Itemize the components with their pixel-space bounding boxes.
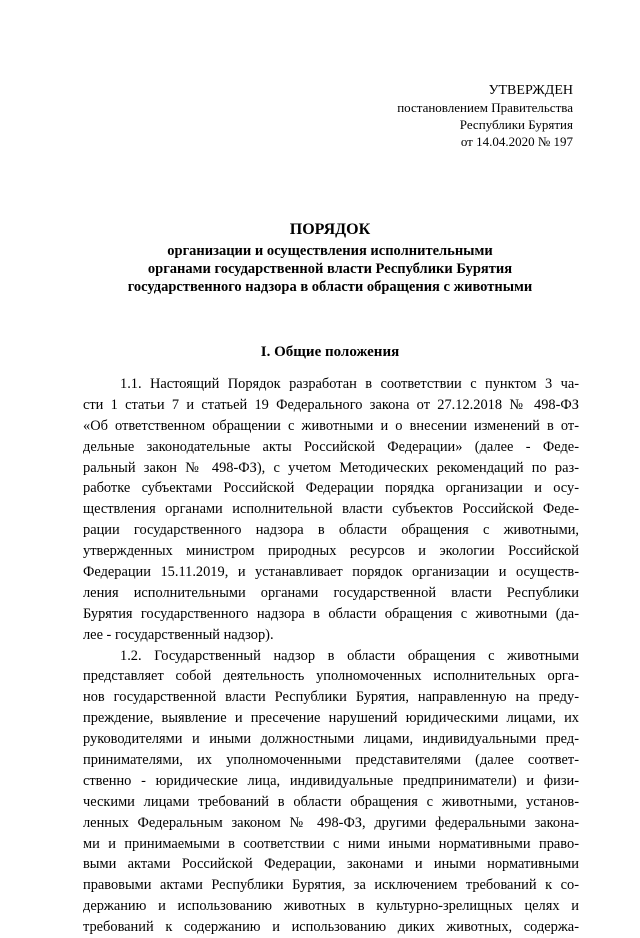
- text-line: принимателями, их уполномоченными представителями (далее соответ-: [83, 752, 579, 769]
- title-line: органами государственной власти Республики Бурятия: [147, 261, 513, 277]
- title-line: организации и осуществления исполнительными: [167, 243, 493, 259]
- approval-stamp: [397, 82, 573, 150]
- approval-line: Республики Бурятия: [459, 117, 573, 132]
- approval-line: постановлением Правительства: [397, 100, 573, 115]
- text-line: 1.2. Государственный надзор в области обращения с животными: [120, 647, 579, 664]
- text-line: 1.1. Настоящий Порядок разработан в соответствии с пунктом 3 ча-: [120, 376, 579, 392]
- main-title: ПОРЯДОК: [289, 221, 371, 238]
- text-line: ственно - юридические лица, индивидуальные предприниматели) и физи-: [83, 772, 579, 789]
- text-line: Бурятия государственного надзора в области обращения с животными (да-: [83, 605, 579, 622]
- approval-title: УТВЕРЖДЕН: [488, 83, 573, 98]
- text-line: ми и принимаемыми в соответствии с ними иными нормативными право-: [83, 835, 579, 852]
- title-line: государственного надзора в области обращения с животными: [127, 279, 533, 295]
- text-line: дельные законодательные акты Российской Федерации» (далее - Феде-: [83, 438, 579, 455]
- text-line: рации государственного надзора в области обращения с животными,: [83, 522, 579, 539]
- text-line: лее - государственный надзор).: [83, 626, 274, 643]
- text-line: руководителями и иными должностными лицами, индивидуальными пред-: [83, 731, 579, 748]
- body-text: [83, 374, 579, 938]
- text-line: выми актами Российской Федерации, законами и иными нормативными: [83, 856, 579, 873]
- text-line: преждение, выявление и пресечение нарушений юридическими лицами, их: [83, 710, 579, 727]
- text-line: работке субъектами Российской Федерации порядка организации и осу-: [83, 480, 579, 497]
- text-line: ральный закон № 498-ФЗ), с учетом Методических рекомендаций по раз-: [83, 459, 579, 476]
- document-title: [80, 218, 580, 296]
- text-line: ществления органами исполнительной власти субъектов Российской Феде-: [83, 501, 579, 518]
- text-line: ленных Федеральным законом № 498-ФЗ, другими федеральными закона-: [83, 814, 579, 831]
- text-line: ления исполнительными органами государственной власти Республики: [83, 584, 579, 601]
- text-line: нов государственной власти Республики Бурятия, направленную на преду-: [83, 689, 579, 706]
- text-line: представляет собой деятельность уполномоченных исполнительных орга-: [83, 668, 579, 685]
- text-line: утвержденных министром природных ресурсов и экологии Российской: [83, 543, 579, 560]
- text-line: требований к содержанию и использованию диких животных, содержа-: [83, 919, 579, 936]
- text-line: «Об ответственном обращении с животными и о внесении изменений в от-: [83, 417, 579, 434]
- text-line: правовыми актами Республики Бурятия, за исключением требований к со-: [83, 877, 579, 894]
- approval-line: от 14.04.2020 № 197: [460, 134, 573, 149]
- text-line: держанию и использованию животных в культурно-зрелищных целях и: [83, 898, 579, 915]
- text-line: Федерации 15.11.2019, и устанавливает порядок организации и осуществ-: [83, 564, 579, 581]
- text-line: сти 1 статьи 7 и статьей 19 Федерального закона от 27.12.2018 № 498-ФЗ: [83, 396, 579, 413]
- text-line: ческими лицами требований в области обращения с животными, установ-: [83, 793, 579, 810]
- section-heading: I. Общие положения: [260, 344, 400, 360]
